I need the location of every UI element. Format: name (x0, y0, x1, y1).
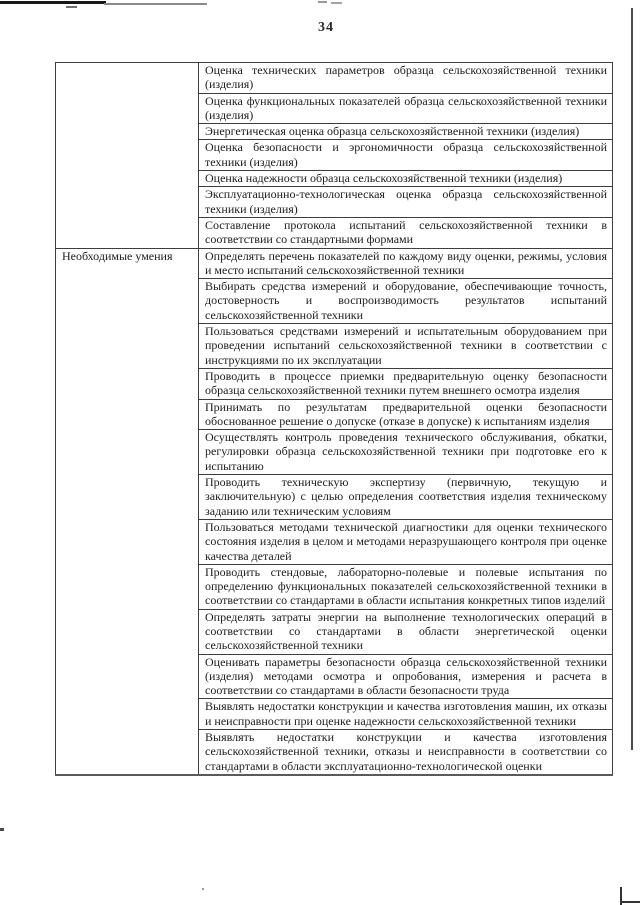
skill-cell: Оценка безопасности и эргономичности образца сельскохозяйственной техники (изделия) (199, 140, 613, 171)
scan-artifact-right-edge-line (631, 8, 633, 750)
skill-cell: Пользоваться средствами измерений и испытательным оборудованием при проведении испытаний сельскохозяйственной техники в соответствии с инструкциями по их эксплуатации (199, 324, 613, 369)
skill-cell: Составление протокола испытаний сельскохозяйственной техники в соответствии со стандартными формами (199, 217, 613, 248)
page-number: 34 (318, 20, 334, 35)
table-row (56, 63, 613, 94)
section-label-cell (56, 63, 199, 249)
skill-cell: Оценка функциональных показателей образца сельскохозяйственной техники (изделия) (199, 93, 613, 124)
qualification-requirements-table (55, 62, 613, 776)
section-label-cell: Необходимые умения (56, 248, 199, 775)
scan-artifact-top-line-gray (104, 3, 207, 5)
skill-cell: Оценка технических параметров образца сельскохозяйственной техники (изделия) (199, 63, 613, 94)
scan-artifact-dash (318, 1, 327, 3)
skill-cell: Осуществлять контроль проведения технического обслуживания, обкатки, регулировки образца сельскохозяйственной техники при подготовке его к испытанию (199, 430, 613, 475)
skill-cell: Определять затраты энергии на выполнение технологических операций в соответствии со стандартами в области энергетической оценки сельскохозяйственной техники (199, 609, 613, 654)
skill-cell: Оценивать параметры безопасности образца сельскохозяйственной техники (изделия) методами осмотра и опробования, измерения и расчета в соответствии со стандартами в области безопасности труда (199, 654, 613, 699)
skill-cell: Проводить в процессе приемки предварительную оценку безопасности образца сельскохозяйственной техники путем внешнего осмотра изделия (199, 368, 613, 399)
scan-artifact-bottom-right-corner (621, 901, 640, 903)
skill-cell: Проводить техническую экспертизу (первичную, текущую и заключительную) с целью определения соответствия изделия техническому заданию или техническим условиям (199, 475, 613, 520)
table-row (56, 248, 613, 279)
skill-cell: Выявлять недостатки конструкции и качества изготовления машин, их отказы и неисправности при оценке надежности сельскохозяйственной техники (199, 699, 613, 730)
scan-artifact-left-edge (0, 828, 4, 831)
skill-cell: Принимать по результатам предварительной оценки безопасности обоснованное решение о допуске (отказе в допуске) к испытаниям изделия (199, 399, 613, 430)
scan-artifact-dash (331, 2, 342, 4)
skill-cell: Пользоваться методами технической диагностики для оценки технического состояния изделия в целом и методами неразрушающего контроля при оценке качества деталей (199, 519, 613, 564)
scan-artifact-bottom-right-corner (620, 887, 622, 905)
skill-cell: Энергетическая оценка образца сельскохозяйственной техники (изделия) (199, 124, 613, 140)
skill-cell: Выбирать средства измерений и оборудование, обеспечивающие точность, достоверность и воспроизводимость результатов испытаний сельскохозяйственной техники (199, 279, 613, 324)
skill-cell: Эксплуатационно-технологическая оценка образца сельскохозяйственной техники (изделия) (199, 187, 613, 218)
skill-cell: Проводить стендовые, лабораторно-полевые и полевые испытания по определению функциональных показателей сельскохозяйственной техники в соответствии со стандартами в области испытания конкретных типов изделий (199, 564, 613, 609)
skill-cell: Определять перечень показателей по каждому виду оценки, режимы, условия и место испытаний сельскохозяйственной техники (199, 248, 613, 279)
scan-artifact-dot (202, 888, 204, 890)
scan-artifact-top-line (0, 1, 106, 4)
skill-cell: Оценка надежности образца сельскохозяйственной техники (изделия) (199, 171, 613, 187)
scan-artifact-dots (66, 6, 77, 8)
skill-cell: Выявлять недостатки конструкции и качества изготовления сельскохозяйственной техники, отказы и неисправности в соответствии со стандартами в области эксплуатационно-технологической оценки (199, 730, 613, 775)
